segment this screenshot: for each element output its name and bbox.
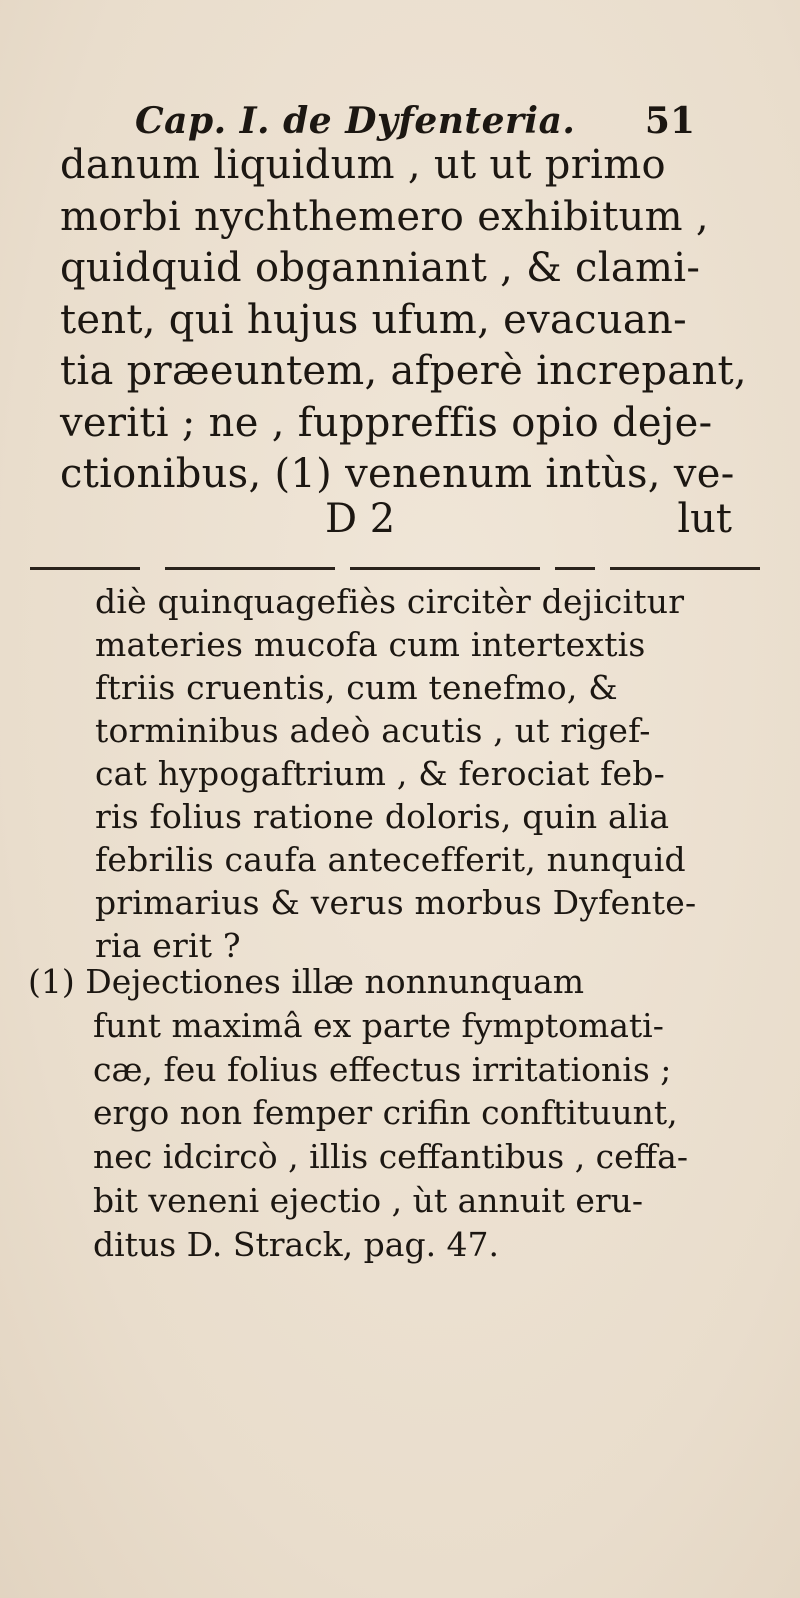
text-line: ria erit ? [95,926,241,965]
footnote-line: nec idcircò , illis ceffantibus , ceffa- [93,1137,688,1177]
footnote-line: (1) Dejectiones illæ nonnunquam [28,962,585,1001]
continuation-text [95,580,745,967]
signature-line [60,496,750,546]
footnote-line: ergo non femper crifin conftituunt, [93,1093,678,1133]
text-line: torminibus adeò acutis , ut rigef- [95,711,651,750]
text-line: tent, qui hujus ufum, evacuan- [60,296,687,343]
main-text-block [60,140,750,501]
text-line: quidquid obganniant , & clami- [60,245,701,291]
text-line: diè quinquagefiès circitèr dejicitur [95,582,685,621]
catchword: lut [677,496,732,542]
text-line: ftriis cruentis, cum tenefmo, & [95,668,618,707]
text-line: materies mucofa cum intertextis [95,625,646,664]
text-line: morbi nychthemero exhibitum , [60,193,709,240]
page-number: 51 [644,100,695,142]
running-head: Cap. I. de Dyfenteria. [135,100,576,142]
footnote [28,960,748,1267]
signature-mark: D 2 [325,496,396,542]
text-line: cat hypogaftrium , & ferociat feb- [95,754,665,793]
footnote-line: funt maximâ ex parte fymptomati- [93,1005,664,1045]
text-line: danum liquidum , ut ut primo [60,142,666,188]
text-line: primarius & verus morbus Dyfente- [95,883,697,922]
footnote-line: bit veneni ejectio , ùt annuit eru- [93,1180,644,1220]
text-line: tia præeuntem, afperè increpant, [60,348,747,394]
page-divider [30,565,760,571]
text-line: febrilis caufa antecefferit, nunquid [95,840,686,879]
text-line: ctionibus, (1) venenum intùs, ve- [60,451,735,497]
text-line: ris folius ratione doloris, quin alia [95,797,670,836]
text-line: veriti ; ne , fuppreffis opio deje- [60,399,713,446]
footnote-line: ditus D. Strack, pag. 47. [93,1224,500,1264]
footnote-line: cæ, feu folius effectus irritationis ; [93,1049,672,1089]
